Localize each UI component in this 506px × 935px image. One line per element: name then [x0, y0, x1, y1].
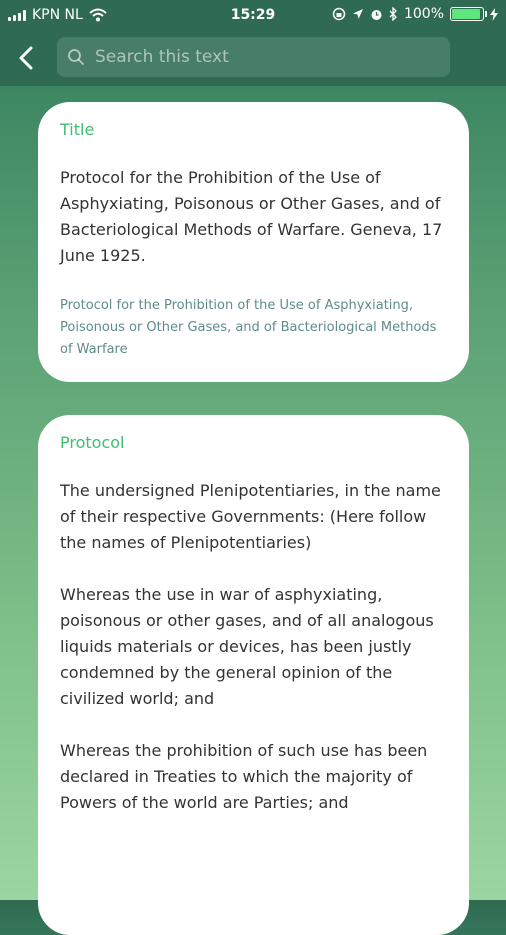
chevron-left-icon — [12, 40, 42, 76]
clock: 15:29 — [230, 7, 276, 23]
document-subtitle: Protocol for the Prohibition of the Use of Asphyxiating, Poisonous or Other Gases, and of Bacteriological Methods of Warfare — [60, 298, 437, 357]
charging-icon — [490, 8, 498, 21]
bluetooth-icon — [389, 7, 398, 21]
title-card — [38, 102, 469, 382]
location-icon — [352, 8, 364, 20]
search-bar[interactable] — [57, 37, 450, 77]
status-bar — [0, 0, 506, 32]
rotation-lock-icon — [332, 7, 346, 21]
top-navigation-bar — [0, 32, 506, 86]
paragraph: The undersigned Plenipotentiaries, in the name of their respective Governments: (Here follow the names of Plenipotentiaries) — [60, 481, 441, 552]
paragraph: Whereas the prohibition of such use has been declared in Treaties to which the majority of Powers of the world are Parties; and — [60, 741, 428, 812]
search-input[interactable] — [93, 46, 437, 68]
alarm-icon — [370, 8, 383, 21]
back-button[interactable] — [12, 40, 42, 76]
status-right — [332, 6, 498, 22]
document-title-text: Protocol for the Prohibition of the Use of Asphyxiating, Poisonous or Other Gases, and of Bacteriological Methods of Warfare. Geneva, 17 June 1925. — [60, 168, 443, 265]
protocol-card — [38, 415, 469, 935]
search-icon — [67, 48, 85, 66]
battery-percent: 100% — [403, 6, 444, 22]
paragraph: Whereas the use in war of asphyxiating, poisonous or other gases, and of all analogous liquids materials or devices, has been justly condemned by the general opinion of the civilized world; and — [60, 585, 434, 708]
carrier-label: KPN NL — [32, 7, 83, 23]
card-heading: Protocol — [60, 433, 125, 452]
battery-icon — [450, 7, 484, 21]
card-heading: Title — [60, 120, 95, 139]
protocol-text — [60, 478, 447, 816]
